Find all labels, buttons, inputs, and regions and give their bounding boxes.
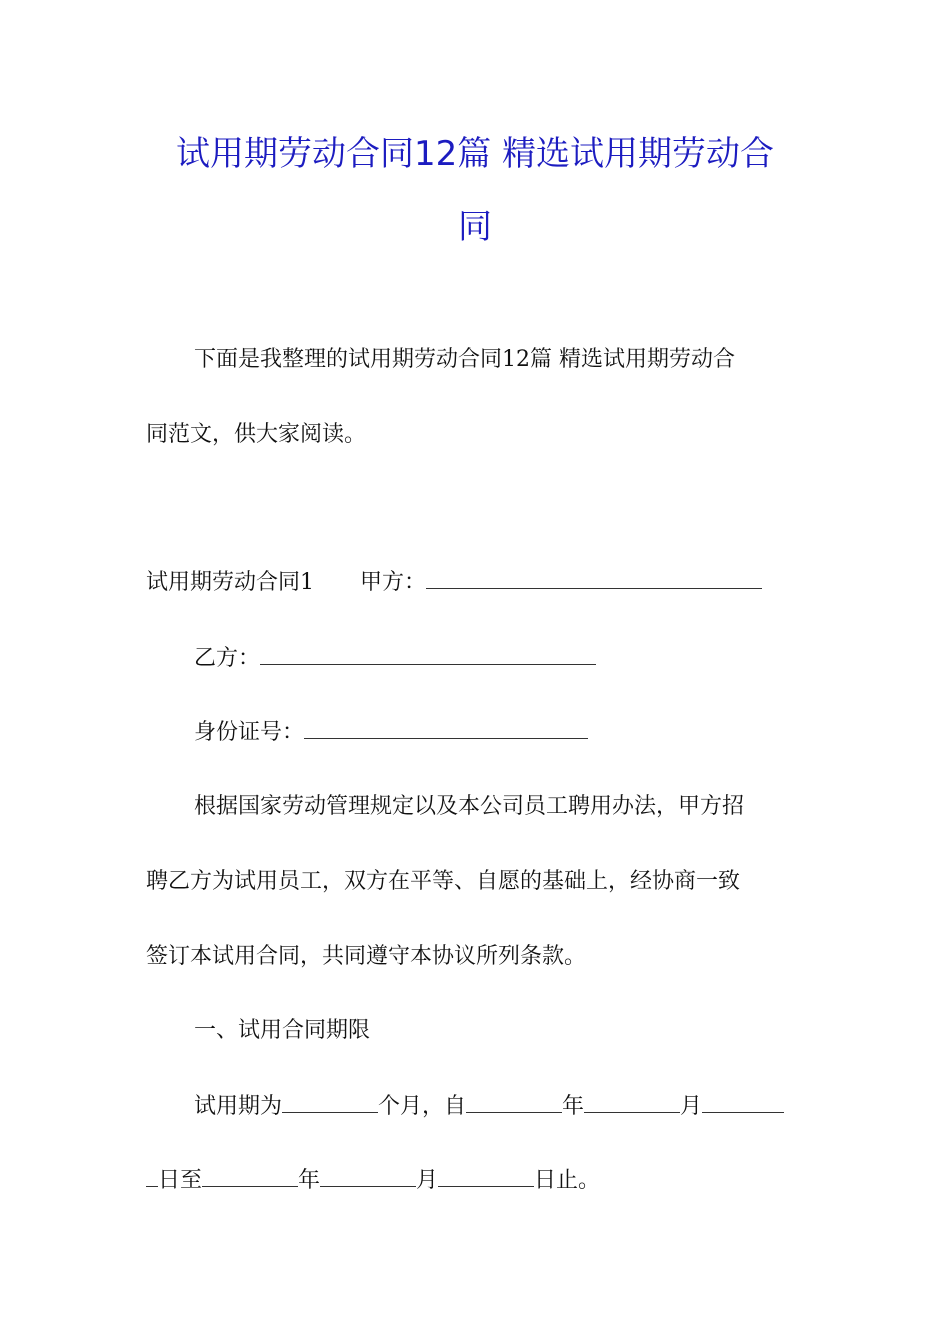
preamble-line-2: 聘乙方为试用员工，双方在平等、自愿的基础上，经协商一致 <box>146 869 741 894</box>
section-1-title: 一、试用合同期限 <box>194 1018 371 1043</box>
party-b-row <box>194 644 596 674</box>
id-number-blank[interactable] <box>304 718 588 739</box>
document-title-line-2: 同 <box>458 207 492 247</box>
start-day-label: 日至 <box>158 1168 203 1193</box>
end-year-label: 年 <box>298 1168 321 1193</box>
contract-heading: 试用期劳动合同1 <box>146 570 314 595</box>
party-a-blank[interactable] <box>426 568 762 589</box>
party-a-label: 甲方： <box>360 570 427 595</box>
id-number-label: 身份证号： <box>194 720 305 745</box>
preamble-line-1: 根据国家劳动管理规定以及本公司员工聘用办法，甲方招 <box>194 794 745 819</box>
party-b-label: 乙方： <box>194 646 261 671</box>
party-b-blank[interactable] <box>260 644 596 665</box>
start-day-blank-part-1[interactable] <box>702 1092 784 1113</box>
document-title-line-1: 试用期劳动合同12篇 精选试用期劳动合 <box>175 134 775 174</box>
term-row-1 <box>194 1092 784 1122</box>
contract-heading-row <box>146 568 762 598</box>
end-month-blank[interactable] <box>320 1166 416 1187</box>
preamble-line-3: 签订本试用合同，共同遵守本协议所列条款。 <box>146 944 587 969</box>
end-month-label: 月 <box>416 1168 439 1193</box>
id-number-row <box>194 718 588 748</box>
intro-paragraph-line-1: 下面是我整理的试用期劳动合同12篇 精选试用期劳动合 <box>194 347 735 372</box>
term-prefix: 试用期为 <box>194 1094 283 1119</box>
start-day-blank-part-2[interactable] <box>146 1166 158 1187</box>
end-day-blank[interactable] <box>438 1166 534 1187</box>
term-months-blank[interactable] <box>282 1092 378 1113</box>
start-month-label: 月 <box>680 1094 703 1119</box>
end-day-label: 日止。 <box>534 1168 601 1193</box>
term-row-2 <box>146 1166 600 1196</box>
term-months-label: 个月，自 <box>378 1094 467 1119</box>
end-year-blank[interactable] <box>202 1166 298 1187</box>
start-year-label: 年 <box>562 1094 585 1119</box>
start-year-blank[interactable] <box>466 1092 562 1113</box>
intro-paragraph-line-2: 同范文，供大家阅读。 <box>146 422 367 447</box>
start-month-blank[interactable] <box>584 1092 680 1113</box>
